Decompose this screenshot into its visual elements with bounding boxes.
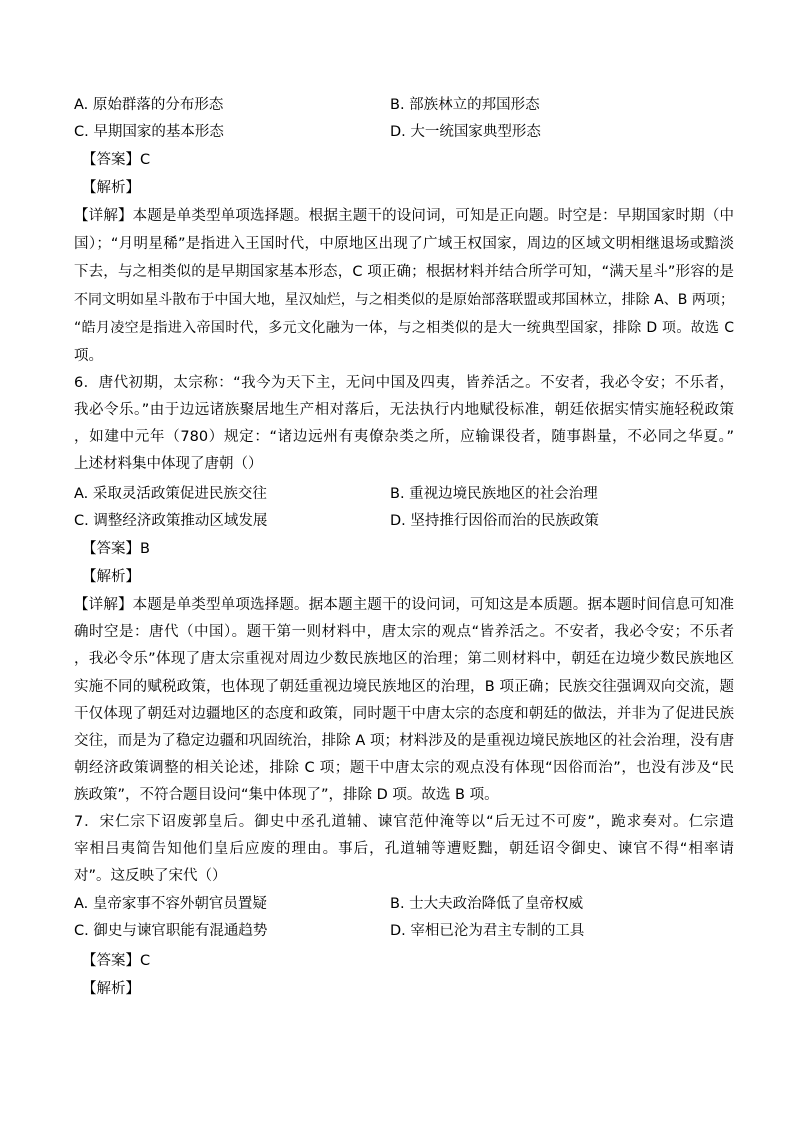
q6-detail-line-4: 实施不同的赋税政策，也体现了朝廷重视边境民族地区的治理，B 项正确；民族交往强调双向交流，题 bbox=[74, 679, 734, 695]
q5-detail-line-5: “皓月凌空是指进入帝国时代，多元文化融为一体，与之相类似的是大一统典型国家，排除 D 项。故选 C bbox=[74, 320, 734, 336]
q7-stem-line-2: 宰相吕夷简告知他们皇后应废的理由。事后，孔道辅等遭贬黜，朝廷诏令御史、谏官不得“相率请 bbox=[74, 841, 734, 857]
q7-option-a: A. 皇帝家事不容外朝官员置疑 bbox=[74, 896, 267, 912]
q5-detail-line-1: 【详解】本题是单类型单项选择题。根据主题干的设问词，可知是正向题。时空是：早期国家时期（中 bbox=[74, 208, 734, 224]
q6-option-d: D. 坚持推行因俗而治的民族政策 bbox=[390, 513, 599, 529]
q6-option-b: B. 重视边境民族地区的社会治理 bbox=[390, 486, 598, 502]
q7-options-row-1 bbox=[74, 894, 734, 914]
q5-detail-line-2: 国）；“月明星稀”是指进入王国时代，中原地区出现了广域王权国家，周边的区域文明相继退场或黯淡 bbox=[74, 236, 734, 252]
q5-option-d: D. 大一统国家典型形态 bbox=[390, 124, 541, 140]
q6-options-row-1 bbox=[74, 484, 734, 504]
q6-detail-line-6: 交往，而是为了稳定边疆和巩固统治，排除 A 项；材料涉及的是重视边境民族地区的社会治理，没有唐 bbox=[74, 733, 734, 749]
q6-detail-line-5: 干仅体现了朝廷对边疆地区的态度和政策，同时题干中唐太宗的态度和朝廷的做法，并非为了促进民族 bbox=[74, 706, 734, 722]
q5-option-a: A. 原始群落的分布形态 bbox=[74, 97, 224, 113]
q7-stem-line-1: 7．宋仁宗下诏废郭皇后。御史中丞孔道辅、谏官范仲淹等以“后无过不可废”，跪求奏对。仁宗遣 bbox=[74, 814, 734, 830]
q6-detail-line-2: 确时空是：唐代（中国）。题干第一则材料中，唐太宗的观点“皆养活之。不安者，我必令安；不乐者 bbox=[74, 624, 734, 640]
q5-option-c: C. 早期国家的基本形态 bbox=[74, 124, 224, 140]
q6-detail-line-7: 朝经济政策调整的相关论述，排除 C 项；题干中唐太宗的观点没有体现“因俗而治”，也没有涉及“民 bbox=[74, 760, 734, 776]
q6-detail-line-3: ，我必令乐”体现了唐太宗重视对周边少数民族地区的治理；第二则材料中，朝廷在边境少数民族地区 bbox=[74, 651, 734, 667]
q6-analysis-label: 【解析】 bbox=[82, 569, 140, 585]
q6-detail-line-8: 族政策”，不符合题目设问“集中体现了”，排除 D 项。故选 B 项。 bbox=[74, 787, 499, 803]
q6-options-row-2 bbox=[74, 511, 734, 531]
q5-detail-line-4: 不同文明如星斗散布于中国大地，星汉灿烂，与之相类似的是原始部落联盟或邦国林立，排除 A、B 两项； bbox=[74, 292, 734, 308]
q6-detail-line-1: 【详解】本题是单类型单项选择题。据本题主题干的设问词，可知这是本质题。据本题时间信息可知准 bbox=[74, 597, 734, 613]
q5-options-row-1 bbox=[74, 95, 734, 115]
q6-option-c: C. 调整经济政策推动区域发展 bbox=[74, 513, 268, 529]
q5-answer: 【答案】C bbox=[82, 152, 151, 168]
q5-analysis-label: 【解析】 bbox=[82, 180, 140, 196]
q5-detail-line-6: 项。 bbox=[74, 348, 103, 364]
q7-stem-line-3: 对”。这反映了宋代（） bbox=[74, 868, 227, 884]
q6-stem-line-1: 6．唐代初期，太宗称：“我今为天下主，无问中国及四夷，皆养活之。不安者，我必令安；不乐者， bbox=[74, 375, 734, 391]
q6-stem-line-2: 我必令乐。”由于边远诸族聚居地生产相对落后，无法执行内地赋役标准，朝廷依据实情实施轻税政策 bbox=[74, 402, 734, 418]
q7-option-d: D. 宰相已沦为君主专制的工具 bbox=[390, 923, 585, 939]
q6-option-a: A. 采取灵活政策促进民族交往 bbox=[74, 486, 267, 502]
q7-answer: 【答案】C bbox=[82, 953, 151, 969]
q5-option-b: B. 部族林立的邦国形态 bbox=[390, 97, 540, 113]
q5-options-row-2 bbox=[74, 122, 734, 142]
q6-answer: 【答案】B bbox=[82, 541, 150, 557]
q7-option-b: B. 士大夫政治降低了皇帝权威 bbox=[390, 896, 584, 912]
q5-detail-line-3: 下去，与之相类似的是早期国家基本形态，C 项正确；根据材料并结合所学可知，“满天星斗”形容的是 bbox=[74, 264, 734, 280]
q6-stem-line-4: 上述材料集中体现了唐朝（） bbox=[74, 456, 263, 472]
q7-options-row-2 bbox=[74, 921, 734, 941]
q6-stem-line-3: ，如建中元年（780）规定：“诸边远州有夷僚杂类之所，应输课役者，随事斟量，不必同之华夏。” bbox=[74, 429, 734, 445]
q7-analysis-label: 【解析】 bbox=[82, 981, 140, 997]
q7-option-c: C. 御史与谏官职能有混通趋势 bbox=[74, 923, 268, 939]
